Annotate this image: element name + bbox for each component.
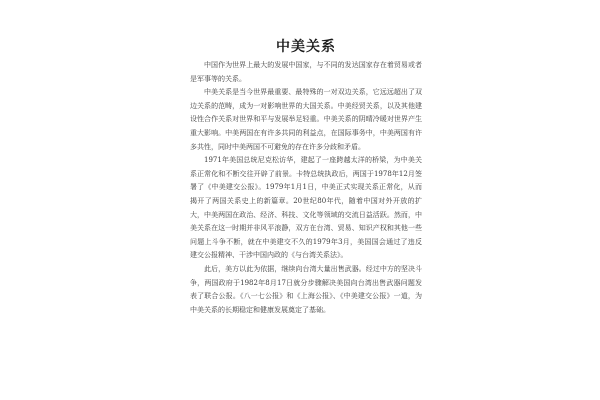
paragraph-intro: 中国作为世界上最大的发展中国家，与不同的发达国家存在着贸易或者是军事等的关系。: [190, 61, 422, 83]
paragraph-arms-sales: 此后，美方以此为依据，继续向台湾大量出售武器。经过中方的坚决斗争，两国政府于1982年8月17日就分步骤解决美国向台湾出售武器问题发表了联合公报。《八一七公报》和《上海公报》、《中美建交公报》一道，为中美关系的长期稳定和健康发展奠定了基础。: [190, 264, 422, 314]
document-page: [190, 30, 422, 400]
document-title: 中美关系: [276, 39, 336, 55]
paragraph-history: 1971年美国总统尼克松访华，建起了一座跨越太洋的桥梁，为中美关系正常化和不断交往开辟了前景。卡特总统执政后，两国于1978年12月签署了《中美建交公报》。1979年1月1日，中美正式实现关系正常化，从而揭开了两国关系史上的新篇章。20世纪80年代，随着中国对外开放的扩大，中美两国在政治、经济、科技、文化等领域的交流日益活跃。然而，中美关系在这一时期并非风平浪静，双方在台湾、贸易、知识产权和其他一些问题上斗争不断，就在中美建交不久的1979年3月，美国国会通过了违反建交公报精神、干涉中国内政的《与台湾关系法》。: [190, 156, 422, 260]
paragraph-overview: 中美关系是当今世界最重要、最特殊的一对双边关系，它远远超出了双边关系的范畴，成为一对影响世界的大国关系。中美经贸关系，以及其他建设性合作关系对世界和平与发展举足轻重。中美关系的阴晴冷暖对世界产生重大影响。中美两国在有许多共同的利益点，在国际事务中，中美两国有许多共性，同时中美两国不可避免的存在许多分歧和矛盾。: [190, 88, 422, 151]
